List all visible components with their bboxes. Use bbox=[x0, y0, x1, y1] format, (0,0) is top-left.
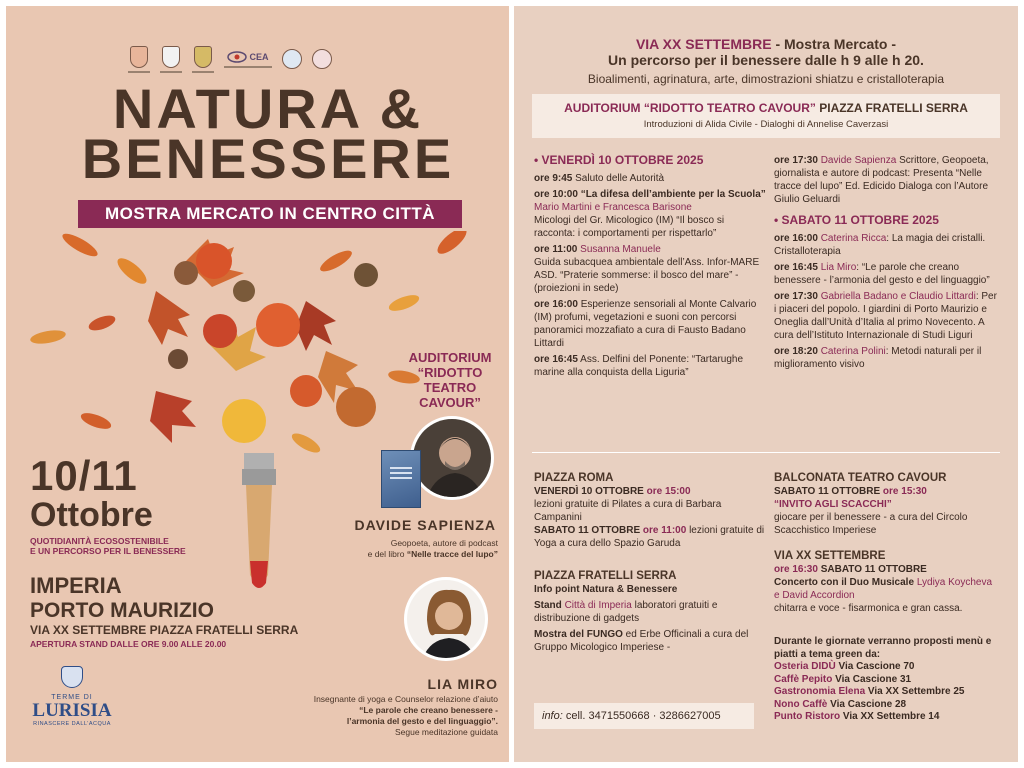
menu-venue-name: Osteria DIDÙ bbox=[774, 661, 836, 672]
block-date: SABATO 11 OTTOBRE bbox=[817, 564, 927, 575]
logo-cea: CEA bbox=[224, 51, 272, 68]
lurisia-logo bbox=[30, 666, 114, 746]
block-date: SABATO 11 OTTOBRE bbox=[534, 525, 641, 536]
schedule-time: ore 11:00 bbox=[534, 244, 578, 255]
schedule-item bbox=[534, 298, 766, 350]
schedule-item bbox=[534, 172, 766, 185]
avatar-lia-miro bbox=[404, 577, 488, 661]
menu-venue-name: Punto Ristoro bbox=[774, 711, 841, 722]
speaker-bio-davide-book: “Nelle tracce del lupo” bbox=[406, 549, 498, 559]
logo-province-shield bbox=[192, 46, 214, 73]
schedule-speaker: Caterina Polini bbox=[817, 346, 886, 357]
event-district: PORTO MAURIZIO bbox=[30, 599, 214, 622]
schedule-desc: : “Le parole che creano benessere - l’armonia del gesto e del linguaggio” bbox=[774, 262, 990, 286]
block-event-title: “INVITO AGLI SCACCHI” bbox=[774, 499, 892, 510]
event-program bbox=[514, 6, 1018, 762]
day-heading-friday: • VENERDÌ 10 OTTOBRE 2025 bbox=[534, 153, 704, 167]
avatar-davide-sapienza bbox=[410, 416, 494, 500]
speaker-name-lia: LIA MIRO bbox=[427, 676, 498, 692]
block-title: BALCONATA TEATRO CAVOUR bbox=[774, 472, 947, 484]
schedule-desc: : La magia dei cristalli. Cristalloterapia bbox=[774, 233, 986, 257]
program-header bbox=[514, 36, 1018, 52]
block-title: PIAZZA ROMA bbox=[534, 472, 614, 484]
block-time: ore 16:30 bbox=[774, 564, 818, 575]
poster-title-line1: NATURA & bbox=[112, 77, 424, 140]
program-friday-column bbox=[534, 154, 766, 382]
menu-venue-address: Via Cascione 28 bbox=[827, 698, 907, 710]
block-date: SABATO 11 OTTOBRE bbox=[774, 486, 881, 497]
program-description: Bioalimenti, agrinatura, arte, dimostrazioni shiatzu e cristalloterapia bbox=[587, 72, 945, 86]
logo-club-round bbox=[312, 49, 332, 69]
auditorium-title bbox=[532, 101, 1000, 115]
auditorium-title-rest: PIAZZA FRATELLI SERRA bbox=[815, 101, 968, 115]
schedule-time: ore 16:45 bbox=[534, 354, 578, 365]
schedule-desc: Micologi del Gr. Micologico (IM) “Il bosco si racconta: i comportamenti per rispettarlo” bbox=[534, 215, 725, 239]
speaker-name-davide: DAVIDE SAPIENZA bbox=[354, 517, 496, 533]
block-date: VENERDÌ 10 OTTOBRE bbox=[534, 486, 644, 497]
speaker-bio-davide-line2 bbox=[306, 549, 498, 560]
schedule-speaker: Caterina Ricca bbox=[817, 233, 887, 244]
block-time: ore 15:30 bbox=[880, 486, 927, 497]
schedule-item bbox=[774, 345, 1000, 371]
event-poster bbox=[6, 6, 509, 762]
schedule-desc: Guida subacquea ambientale dell’Ass. Infor-MARE ASD. “Praterie sommerse: il bosco del mare” - (proiezioni in sede) bbox=[534, 257, 760, 294]
block-time: ore 11:00 bbox=[640, 525, 687, 536]
block-desc: laboratori gratuiti e distribuzione di gadgets bbox=[534, 600, 718, 624]
speaker-bio-lia-line1: Insegnante di yoga e Counselor relazione d’aiuto bbox=[313, 694, 498, 704]
poster-title bbox=[58, 77, 478, 190]
schedule-speaker: Davide Sapienza bbox=[817, 155, 897, 166]
schedule-item bbox=[534, 188, 766, 240]
schedule-time: ore 10:00 bbox=[534, 189, 578, 200]
section-divider bbox=[532, 452, 1000, 453]
program-subheader: Un percorso per il benessere dalle h 9 alle h 20. bbox=[608, 52, 924, 68]
schedule-time: ore 16:00 bbox=[534, 299, 578, 310]
speaker-bio-lia bbox=[256, 694, 498, 738]
speaker-bio-davide-line1: Geopoeta, autore di podcast bbox=[390, 538, 498, 548]
schedule-desc: : Per i piaceri del popolo. I giardini di Porto Maurizio e Oneglia dall’Unità d’Italia al primo Novecento. A cura dell’Istituto Internazionale di Studi Liguri bbox=[774, 291, 997, 341]
block-piazza-fratelli-serra bbox=[534, 570, 766, 654]
info-label: info: bbox=[542, 710, 563, 722]
menu-venue-address: Via XX Settembre 14 bbox=[840, 711, 940, 722]
book-cover-nelle-tracce-del-lupo bbox=[381, 450, 421, 508]
block-piazza-roma bbox=[534, 472, 766, 550]
block-via-xx-settembre bbox=[774, 550, 1000, 615]
menu-venue-name: Caffè Pepito bbox=[774, 673, 833, 685]
eye-icon bbox=[227, 51, 247, 63]
block-speaker: Lydiya Koycheva e David Accordion bbox=[774, 577, 993, 601]
poster-auditorium-tag: AUDITORIUM “RIDOTTO TEATRO CAVOUR” bbox=[408, 350, 492, 410]
speaker-bio-davide-line2a: e del libro bbox=[367, 549, 407, 559]
logo-region-shield bbox=[160, 46, 182, 73]
menu-intro: Durante le giornate verranno proposti menù e piatti a tema green da: bbox=[774, 636, 992, 660]
poster-subtitle-banner: MOSTRA MERCATO IN CENTRO CITTÀ bbox=[78, 200, 462, 228]
speaker-bio-lia-line4: Segue meditazione guidata bbox=[394, 727, 498, 737]
block-desc: Concerto con il Duo Musicale bbox=[774, 577, 917, 588]
schedule-time: ore 18:20 bbox=[774, 346, 818, 357]
block-green-menu bbox=[774, 636, 1000, 724]
logo-imperia-crest bbox=[128, 46, 150, 73]
event-tagline bbox=[30, 536, 186, 556]
event-date-days: 10/11 bbox=[30, 452, 138, 499]
schedule-desc: Ass. Delfini del Ponente: “Tartarughe marine alla conquista della Liguria” bbox=[534, 354, 744, 378]
schedule-time: ore 17:30 bbox=[774, 291, 818, 302]
lurisia-logo-tagline: RINASCERE DALL’ACQUA bbox=[33, 721, 111, 727]
schedule-desc: : Metodi naturali per il miglioramento visivo bbox=[774, 346, 982, 370]
block-desc: ed Erbe Officinali a cura del Gruppo Micologico Imperiese - bbox=[534, 629, 749, 653]
block-desc: lezioni gratuite di Yoga a cura dello Spazio Garuda bbox=[534, 525, 765, 549]
lurisia-logo-name: LURISIA bbox=[32, 700, 112, 721]
menu-item bbox=[774, 686, 1000, 699]
schedule-item bbox=[774, 154, 1000, 206]
info-phone-numbers: cell. 3471550668 · 3286627005 bbox=[562, 710, 721, 722]
poster-title-line2: BENESSERE bbox=[81, 127, 455, 190]
event-tagline-line2: E UN PERCORSO PER IL BENESSERE bbox=[30, 546, 186, 556]
auditorium-subtitle: Introduzioni di Alida Civile - Dialoghi di Annelise Caverzasi bbox=[643, 119, 889, 130]
person-portrait-icon bbox=[407, 580, 488, 661]
program-saturday-column bbox=[774, 154, 1000, 374]
schedule-desc: Scrittore, Geopoeta, giornalista e autore di podcast: Presenta “Nelle tracce del lupo” Ed. Edicido Dialoga con l’Autore Giulio Geluardi bbox=[774, 155, 989, 205]
program-header-rest: - Mostra Mercato - bbox=[771, 36, 897, 52]
menu-venue-address: Via XX Settembre 25 bbox=[865, 686, 965, 697]
menu-item bbox=[774, 661, 1000, 674]
schedule-time: ore 9:45 bbox=[534, 173, 573, 184]
program-header-accent: VIA XX SETTEMBRE bbox=[635, 36, 772, 52]
schedule-item bbox=[534, 353, 766, 379]
schedule-item bbox=[774, 290, 1000, 342]
speaker-bio-davide bbox=[306, 538, 498, 560]
event-date-month: Ottobre bbox=[30, 496, 153, 534]
block-balconata-teatro-cavour bbox=[774, 472, 1000, 537]
event-city: IMPERIA bbox=[30, 573, 122, 598]
menu-venue-address: Via Cascione 31 bbox=[832, 673, 912, 685]
schedule-desc: Esperienze sensoriali al Monte Calvario (IM) profumi, vegetazioni e suoni con percorsi panoramici mozzafiato a cura di Fausto Badano Littardi bbox=[534, 299, 757, 349]
amphora-icon bbox=[61, 666, 83, 688]
block-desc: lezioni gratuite di Pilates a cura di Barbara Campanini bbox=[534, 499, 722, 523]
menu-item bbox=[774, 699, 1000, 712]
day-heading-saturday: • SABATO 11 OTTOBRE 2025 bbox=[774, 213, 939, 227]
info-contact-box bbox=[534, 703, 754, 729]
block-label: Mostra del FUNGO bbox=[534, 629, 623, 640]
lurisia-logo-top: TERME DI bbox=[51, 694, 93, 701]
logo-association-round bbox=[282, 49, 302, 69]
event-venue: VIA XX SETTEMBRE PIAZZA FRATELLI SERRA bbox=[30, 623, 299, 637]
menu-venue-name: Nono Caffè bbox=[774, 698, 828, 710]
schedule-item bbox=[534, 243, 766, 295]
block-title: VIA XX SETTEMBRE bbox=[774, 550, 886, 562]
menu-item bbox=[774, 711, 1000, 724]
schedule-time: ore 16:45 bbox=[774, 262, 818, 273]
block-desc: giocare per il benessere - a cura del Circolo Scacchistico Imperiese bbox=[774, 512, 968, 536]
schedule-speaker: Lia Miro bbox=[817, 262, 857, 273]
menu-item bbox=[774, 674, 1000, 687]
block-desc: chitarra e voce - fisarmonica e gran cassa. bbox=[774, 603, 963, 614]
schedule-speaker: Gabriella Badano e Claudio Littardi bbox=[817, 291, 976, 302]
block-subtitle: Info point Natura & Benessere bbox=[534, 584, 678, 595]
block-time: ore 15:00 bbox=[643, 486, 691, 497]
menu-venue-address: Via Cascione 70 bbox=[835, 661, 915, 672]
schedule-speaker: Mario Martini e Francesca Barisone bbox=[534, 202, 692, 213]
schedule-time: ore 17:30 bbox=[774, 155, 818, 166]
block-title: PIAZZA FRATELLI SERRA bbox=[534, 570, 677, 582]
schedule-time: ore 16:00 bbox=[774, 233, 818, 244]
schedule-item bbox=[774, 261, 1000, 287]
schedule-speaker: Susanna Manuele bbox=[577, 244, 661, 255]
sponsor-logos bbox=[128, 42, 408, 76]
menu-venue-name: Gastronomia Elena bbox=[774, 686, 866, 697]
schedule-title: “La difesa dell’ambiente per la Scuola” bbox=[577, 189, 766, 200]
speaker-bio-lia-line2: “Le parole che creano benessere - bbox=[359, 705, 498, 715]
block-label: Stand bbox=[534, 600, 565, 611]
event-tagline-line1: QUOTIDIANITÀ ECOSOSTENIBILE bbox=[30, 536, 169, 546]
auditorium-box bbox=[532, 94, 1000, 138]
paint-brush bbox=[242, 453, 276, 588]
block-speaker: Città di Imperia bbox=[564, 600, 632, 611]
schedule-item bbox=[774, 232, 1000, 258]
event-hours: APERTURA STAND DALLE ORE 9.00 ALLE 20.00 bbox=[30, 639, 227, 649]
auditorium-title-accent: AUDITORIUM “RIDOTTO TEATRO CAVOUR” bbox=[564, 101, 816, 115]
speaker-bio-lia-line3: l’armonia del gesto e del linguaggio”. bbox=[346, 716, 498, 726]
schedule-desc: Saluto delle Autorità bbox=[572, 173, 665, 184]
